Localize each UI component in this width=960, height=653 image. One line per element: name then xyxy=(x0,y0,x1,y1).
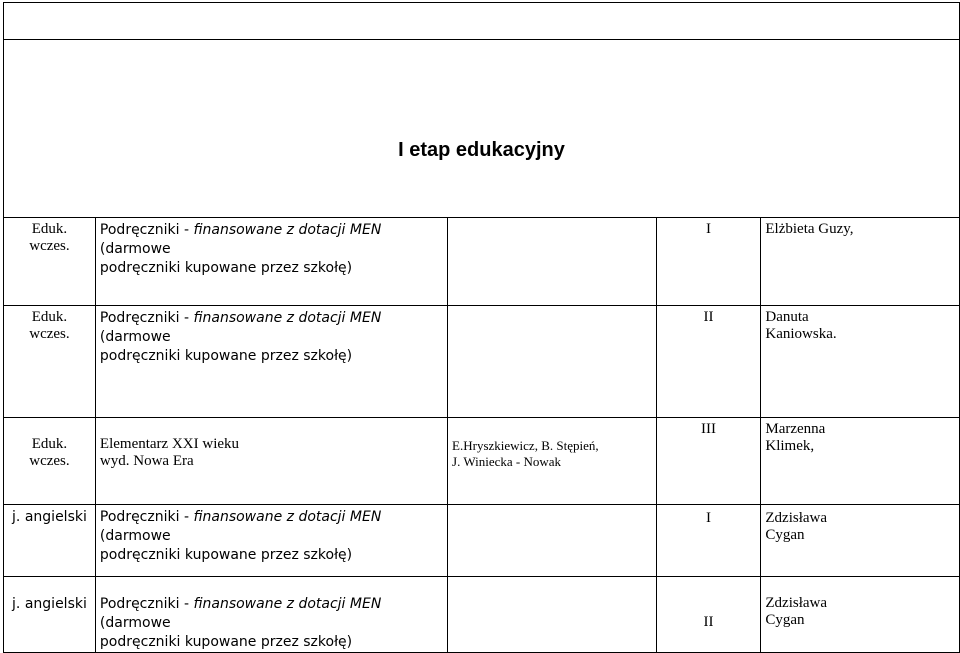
teacher-cell xyxy=(761,505,960,577)
teacher-line: Cygan xyxy=(765,612,805,628)
textbook-italic: finansowane z dotacji MEN xyxy=(193,509,382,525)
teacher-line: Zdzisława xyxy=(765,510,828,526)
textbook-italic: finansowane z dotacji MEN xyxy=(193,222,382,238)
subject-line: wczes. xyxy=(29,326,70,342)
table-row xyxy=(4,418,960,505)
textbook-cell xyxy=(95,505,447,577)
textbook-italic: finansowane z dotacji MEN xyxy=(193,596,382,612)
blank-cell xyxy=(4,3,960,40)
table-row xyxy=(4,306,960,418)
teacher-cell xyxy=(761,306,960,418)
textbook-prefix: Podręczniki - xyxy=(99,596,194,612)
subject-cell xyxy=(4,306,96,418)
textbook-cell xyxy=(95,218,447,306)
table-row xyxy=(4,218,960,306)
textbook-line2: podręczniki kupowane przez szkołę) xyxy=(99,348,353,364)
authors-cell xyxy=(448,418,657,505)
grade-cell: II xyxy=(656,577,761,653)
subject-cell xyxy=(4,505,96,577)
textbook-suffix: (darmowe xyxy=(99,241,171,257)
textbook-line2: podręczniki kupowane przez szkołę) xyxy=(99,260,353,276)
textbook-suffix: (darmowe xyxy=(99,329,171,345)
subject-line: Eduk. xyxy=(31,436,68,452)
title-row xyxy=(4,40,960,218)
textbook-suffix: (darmowe xyxy=(99,528,171,544)
teacher-line: Klimek, xyxy=(765,438,815,454)
textbook-prefix: Podręczniki - xyxy=(99,509,194,525)
textbook-publisher: wyd. Nowa Era xyxy=(99,453,194,469)
subject-line: wczes. xyxy=(29,238,70,254)
textbook-cell xyxy=(95,418,447,505)
textbook-prefix: Podręczniki - xyxy=(99,222,194,238)
teacher-line: Kaniowska. xyxy=(765,326,837,342)
subject-line: j. angielski xyxy=(12,596,87,612)
authors-cell xyxy=(448,505,657,577)
subject-line: wczes. xyxy=(29,453,70,469)
textbook-title: Elementarz XXI wieku xyxy=(99,436,240,452)
authors-cell xyxy=(448,306,657,418)
textbook-table xyxy=(3,2,960,653)
table-row xyxy=(4,505,960,577)
textbook-line2: podręczniki kupowane przez szkołę) xyxy=(99,634,353,650)
teacher-line: Elżbieta Guzy, xyxy=(765,221,854,237)
textbook-italic: finansowane z dotacji MEN xyxy=(193,310,382,326)
grade-cell: III xyxy=(656,418,761,505)
subject-line: Eduk. xyxy=(31,309,68,325)
subject-line: j. angielski xyxy=(12,509,87,525)
textbook-suffix: (darmowe xyxy=(99,615,171,631)
subject-cell xyxy=(4,218,96,306)
blank-row xyxy=(4,3,960,40)
page-title: I etap edukacyjny xyxy=(4,40,960,218)
grade-cell: I xyxy=(656,218,761,306)
teacher-line: Zdzisława xyxy=(765,595,828,611)
grade-cell: II xyxy=(656,306,761,418)
subject-cell xyxy=(4,418,96,505)
subject-line: Eduk. xyxy=(31,221,68,237)
teacher-line: Marzenna xyxy=(765,421,826,437)
textbook-cell xyxy=(95,306,447,418)
teacher-line: Cygan xyxy=(765,527,805,543)
teacher-cell xyxy=(761,418,960,505)
textbook-prefix: Podręczniki - xyxy=(99,310,194,326)
authors-line: E.Hryszkiewicz, B. Stępień, xyxy=(452,438,599,453)
grade-cell: I xyxy=(656,505,761,577)
teacher-cell xyxy=(761,218,960,306)
teacher-line: Danuta xyxy=(765,309,809,325)
authors-cell xyxy=(448,218,657,306)
authors-line: J. Winiecka - Nowak xyxy=(452,454,562,469)
textbook-line2: podręczniki kupowane przez szkołę) xyxy=(99,547,353,563)
